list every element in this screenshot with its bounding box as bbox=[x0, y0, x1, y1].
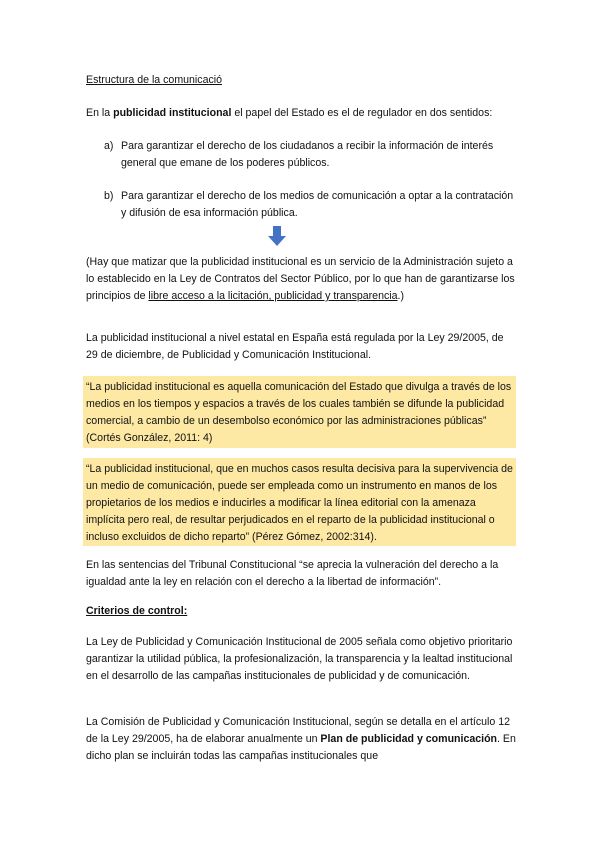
intro-paragraph bbox=[86, 105, 516, 122]
list-item-a: Para garantizar el derecho de los ciudadanos a recibir la información de interés general que emane de los poderes públicos. bbox=[121, 140, 494, 169]
commission-paragraph bbox=[86, 714, 516, 765]
arrow-down-icon bbox=[268, 226, 286, 246]
quote-cortes-gonzalez: “La publicidad institucional es aquella comunicación del Estado que divulga a través de los medios en los tiempos y espacios a través de los cuales también se difunde la publicidad comercial, a cambio de un desembolso económico por las administraciones públicas” (Cortés González, 2011: 4) bbox=[86, 381, 512, 444]
intro-bold-term: publicidad institucional bbox=[113, 107, 232, 119]
criteria-heading: Criterios de control: bbox=[86, 605, 188, 617]
note-paragraph bbox=[86, 254, 516, 305]
note-underlined-principles: libre acceso a la licitación, publicidad y transparencia bbox=[148, 290, 398, 302]
tribunal-paragraph: En las sentencias del Tribunal Constitucional “se aprecia la vulneración del derecho a la igualdad ante la ley en relación con el derecho a la libertad de información”. bbox=[86, 559, 499, 588]
list-marker-b: b) bbox=[104, 190, 114, 202]
intro-text-start: En la bbox=[86, 107, 114, 119]
section-heading: Estructura de la comunicació bbox=[86, 74, 223, 86]
quote-perez-gomez: “La publicidad institucional, que en muchos casos resulta decisiva para la supervivencia de un medio de comunicación, puede ser empleada como un instrumento en manos de los propietarios de los medios e inducirles a modificar la línea editorial con la amenaza implícita pero real, de resultar perjudicados en el reparto de la publicidad institucional o incluso excluidos de dicho reparto” (Pérez Gómez, 2002:314). bbox=[86, 463, 513, 543]
note-text-end: .) bbox=[397, 290, 404, 302]
intro-text-end: el papel del Estado es el de regulador en dos sentidos: bbox=[231, 107, 493, 119]
note-text-start: (Hay que matizar que la publicidad institucional es un servicio de la Administración sujeto a lo establecido en la Ley de Contratos del Sector Público, por lo que han de garantizarse los principios de bbox=[86, 256, 515, 302]
commission-bold-plan: Plan de publicidad y comunicación bbox=[320, 733, 498, 745]
list-item-b: Para garantizar el derecho de los medios de comunicación a optar a la contratación y difusión de esa información pública. bbox=[121, 190, 514, 219]
commission-text-end: . En dicho plan se incluirán todas las campañas institucionales que bbox=[86, 733, 516, 762]
criteria-paragraph: La Ley de Publicidad y Comunicación Institucional de 2005 señala como objetivo prioritario garantizar la utilidad pública, la profesionalización, la transparencia y la lealtad institucional en el desarrollo de las campañas institucionales de publicidad y de comunicación. bbox=[86, 636, 513, 682]
regulation-paragraph: La publicidad institucional a nivel estatal en España está regulada por la Ley 29/2005, de 29 de diciembre, de Publicidad y Comunicación Institucional. bbox=[86, 332, 504, 361]
commission-text-start: La Comisión de Publicidad y Comunicación Institucional, según se detalla en el artículo 12 de la Ley 29/2005, ha de elaborar anualmente un bbox=[86, 716, 510, 745]
list-marker-a: a) bbox=[104, 140, 114, 152]
